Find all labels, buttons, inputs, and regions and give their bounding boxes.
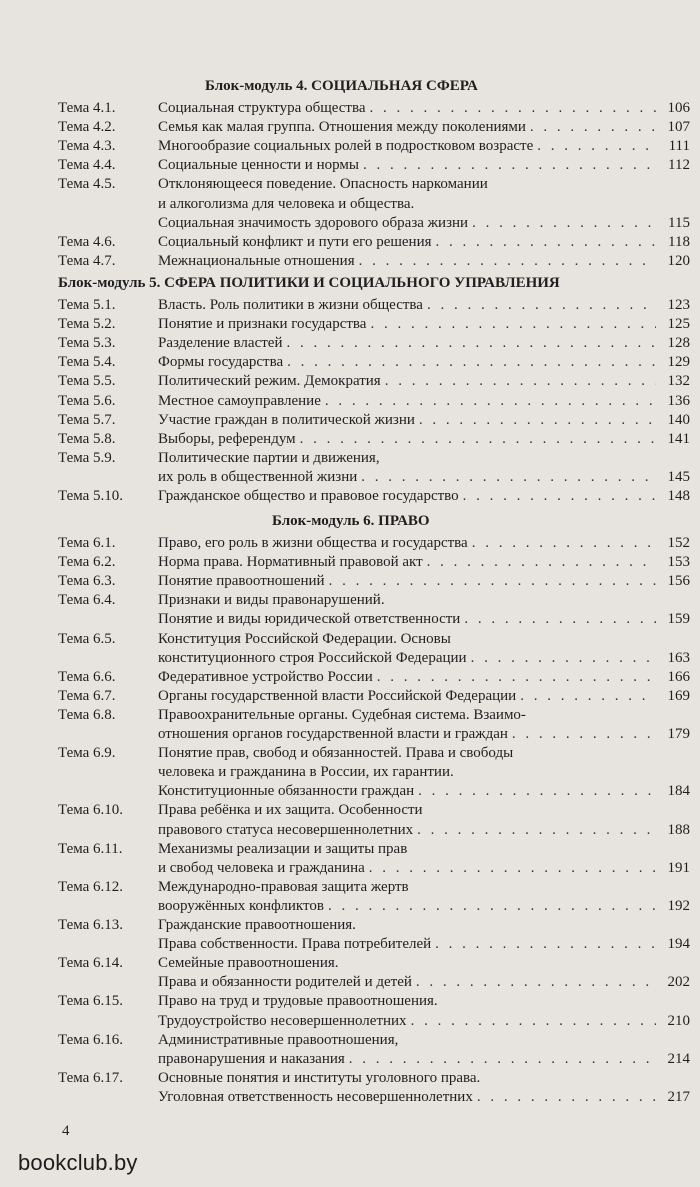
topic-label: Тема 5.8. (58, 430, 116, 447)
topic-title-text: Право, его роль в жизни общества и государства (158, 535, 468, 551)
page-ref: 148 (667, 488, 690, 504)
topic-title-line (158, 99, 690, 118)
topic-label: Тема 4.3. (58, 138, 116, 155)
topic-title-line (158, 859, 690, 878)
topic-label: Тема 6.4. (58, 592, 116, 609)
topic-title-line (158, 430, 690, 449)
topic-label: Тема 5.3. (58, 335, 116, 352)
page-ref: 184 (667, 783, 690, 800)
topic-title-line (158, 553, 690, 572)
dot-leader (296, 430, 656, 449)
topic-title-line (158, 233, 690, 252)
block-header: Блок-модуль 6. ПРАВО (272, 513, 430, 529)
dot-leader (468, 214, 656, 233)
topic-title-text: Социальный конфликт и пути его решения (158, 233, 432, 250)
page-ref: 141 (667, 430, 690, 447)
topic-title-text: их роль в общественной жизни (158, 468, 358, 485)
dot-leader (366, 315, 656, 334)
page-ref: 111 (668, 138, 690, 155)
topic-title-line: Конституция Российской Федерации. Основы (158, 630, 451, 647)
topic-title-line (158, 973, 690, 992)
dot-leader (413, 821, 656, 840)
topic-title-line (158, 821, 690, 840)
dot-leader (467, 649, 656, 668)
topic-title-text: Выборы, референдум (158, 430, 296, 447)
dot-leader (355, 252, 656, 271)
topic-title-line (158, 468, 690, 487)
topic-label: Тема 6.11. (58, 840, 123, 857)
topic-label: Тема 4.6. (58, 233, 116, 250)
topic-title-text: Права и обязанности родителей и детей (158, 974, 412, 991)
topic-title-line (158, 1050, 690, 1069)
topic-title-text: Уголовная ответственность несовершеннолетних (158, 1088, 473, 1105)
page-ref: 159 (667, 611, 690, 628)
topic-title-line: Семейные правоотношения. (158, 955, 339, 972)
topic-title-text: Конституционные обязанности граждан (158, 783, 415, 800)
topic-title-text: правового статуса несовершеннолетних (158, 821, 414, 838)
page-ref: 106 (667, 100, 690, 116)
topic-title-line (158, 353, 690, 372)
topic-title-text: Политический режим. Демократия (158, 373, 381, 390)
dot-leader (365, 859, 656, 878)
dot-leader (508, 725, 656, 744)
topic-label: Тема 5.7. (58, 411, 116, 428)
topic-title-line: Гражданские правоотношения. (158, 917, 356, 933)
topic-label: Тема 6.17. (58, 1069, 124, 1086)
page-ref: 136 (667, 392, 690, 409)
topic-title-line (158, 572, 690, 591)
topic-title-line: Право на труд и трудовые правоотношения. (158, 993, 438, 1010)
topic-label: Тема 5.2. (58, 316, 116, 333)
topic-title-line (158, 334, 690, 353)
dot-leader (414, 782, 656, 801)
topic-title-line (158, 156, 690, 175)
page-ref: 191 (667, 859, 690, 876)
topic-title-line (158, 252, 690, 271)
topic-title-text: вооружённых конфликтов (158, 897, 324, 914)
topic-title-line: и алкоголизма для человека и общества. (158, 195, 415, 212)
topic-label: Тема 4.1. (58, 100, 116, 116)
page-ref: 179 (667, 726, 690, 742)
topic-title-text: Понятие правоотношений (158, 573, 325, 590)
page-ref: 123 (667, 297, 690, 313)
page-ref: 156 (667, 573, 690, 590)
topic-title-line (158, 137, 690, 156)
topic-title-text: Разделение властей (158, 335, 283, 352)
topic-title-text: Социальная структура общества (158, 100, 366, 116)
topic-title-line (158, 782, 690, 801)
dot-leader (412, 973, 656, 992)
page-ref: 210 (667, 1012, 690, 1029)
topic-title-text: конституционного строя Российской Федерации (158, 649, 467, 666)
topic-label: Тема 6.9. (58, 745, 116, 762)
topic-label: Тема 6.16. (58, 1031, 124, 1048)
topic-title-text: Гражданское общество и правовое государство (158, 488, 459, 504)
dot-leader (373, 668, 656, 687)
dot-leader (345, 1050, 656, 1069)
topic-title-line: Основные понятия и институты уголовного права. (158, 1069, 481, 1086)
topic-title-text: Социальные ценности и нормы (158, 157, 359, 174)
topic-title-line (158, 118, 690, 137)
dot-leader (423, 296, 656, 315)
topic-title-line (158, 372, 690, 391)
topic-title-line (158, 1088, 690, 1107)
topic-title-line (158, 1012, 690, 1031)
dot-leader (282, 334, 656, 353)
topic-label: Тема 4.4. (58, 157, 116, 174)
topic-label: Тема 6.6. (58, 668, 116, 685)
topic-title-line: Политические партии и движения, (158, 449, 380, 466)
page-number: 4 (62, 1123, 70, 1139)
topic-label: Тема 5.6. (58, 392, 116, 409)
dot-leader (283, 353, 656, 372)
topic-title-text: Понятие и признаки государства (158, 316, 367, 333)
dot-leader (460, 610, 656, 629)
topic-title-text: Социальная значимость здорового образа жизни (158, 214, 469, 231)
page-ref: 188 (667, 821, 690, 838)
page-ref: 192 (667, 897, 690, 914)
topic-title-line (158, 534, 690, 553)
dot-leader (431, 935, 656, 954)
page-ref: 120 (667, 252, 690, 269)
topic-title-line (158, 897, 690, 916)
topic-title-text: Участие граждан в политической жизни (158, 411, 415, 428)
topic-title-line: Признаки и виды правонарушений. (158, 592, 385, 609)
dot-leader (432, 233, 656, 252)
topic-title-line (158, 610, 690, 629)
topic-title-text: Права собственности. Права потребителей (158, 936, 432, 953)
topic-label: Тема 6.3. (58, 573, 116, 590)
topic-label: Тема 6.13. (58, 917, 124, 933)
topic-title-text: и свобод человека и гражданина (158, 859, 365, 876)
topic-label: Тема 5.10. (58, 488, 124, 504)
page-ref: 132 (667, 373, 690, 390)
topic-label: Тема 4.5. (58, 176, 116, 193)
topic-label: Тема 6.5. (58, 630, 116, 647)
topic-title-line (158, 296, 690, 315)
dot-leader (526, 118, 656, 137)
topic-title-line (158, 315, 690, 334)
topic-title-text: Межнациональные отношения (158, 252, 355, 269)
topic-title-text: Многообразие социальных ролей в подростковом возрасте (158, 138, 534, 155)
dot-leader (321, 392, 656, 411)
dot-leader (415, 411, 656, 430)
topic-title-line: Правоохранительные органы. Судебная система. Взаимо- (158, 706, 526, 723)
topic-label: Тема 6.7. (58, 687, 116, 704)
topic-title-line: Механизмы реализации и защиты прав (158, 840, 408, 857)
topic-title-line: Понятие прав, свобод и обязанностей. Права и свободы (158, 745, 514, 762)
page-ref: 128 (667, 335, 690, 352)
topic-title-text: Органы государственной власти Российской Федерации (158, 687, 517, 704)
dot-leader (324, 897, 656, 916)
page-ref: 145 (667, 468, 690, 485)
topic-title-line: человека и гражданина в России, их гарантии. (158, 764, 454, 781)
dot-leader (516, 687, 656, 706)
topic-title-text: Федеративное устройство России (158, 668, 373, 685)
dot-leader (359, 156, 656, 175)
dot-leader (366, 99, 656, 118)
dot-leader (357, 468, 656, 487)
page-ref: 217 (667, 1088, 690, 1105)
topic-title-line (158, 687, 690, 706)
page-ref: 118 (668, 233, 690, 250)
topic-label: Тема 6.14. (58, 955, 124, 972)
topic-title-line (158, 725, 690, 744)
topic-label: Тема 5.4. (58, 354, 116, 371)
topic-title-line: Международно-правовая защита жертв (158, 878, 409, 895)
topic-label: Тема 6.8. (58, 706, 116, 723)
topic-title-line (158, 668, 690, 687)
dot-leader (459, 487, 656, 506)
topic-title-text: правонарушения и наказания (158, 1050, 345, 1067)
topic-title-line (158, 487, 690, 506)
topic-label: Тема 6.10. (58, 802, 124, 819)
block-header: Блок-модуль 4. СОЦИАЛЬНАЯ СФЕРА (205, 78, 478, 94)
topic-label: Тема 4.2. (58, 119, 116, 136)
block-header: Блок-модуль 5. СФЕРА ПОЛИТИКИ И СОЦИАЛЬНОГО УПРАВЛЕНИЯ (58, 275, 560, 291)
dot-leader (407, 1012, 656, 1031)
dot-leader (423, 553, 656, 572)
dot-leader (468, 534, 656, 553)
topic-title-text: отношения органов государственной власти и граждан (158, 726, 508, 742)
page-ref: 169 (667, 687, 690, 704)
topic-title-line: Административные правоотношения, (158, 1031, 399, 1048)
topic-title-line (158, 935, 690, 954)
topic-title-line (158, 392, 690, 411)
topic-title-line: Права ребёнка и их защита. Особенности (158, 802, 423, 819)
page-ref: 194 (667, 936, 690, 953)
page-ref: 152 (667, 535, 690, 551)
topic-label: Тема 6.15. (58, 993, 124, 1010)
topic-title-line (158, 214, 690, 233)
page-ref: 140 (667, 411, 690, 428)
topic-title-text: Формы государства (158, 354, 284, 371)
page-ref: 107 (667, 119, 690, 136)
topic-title-text: Власть. Роль политики в жизни общества (158, 297, 423, 313)
topic-label: Тема 6.2. (58, 554, 116, 571)
topic-title-text: Семья как малая группа. Отношения между поколениями (158, 119, 526, 136)
topic-label: Тема 6.1. (58, 535, 116, 551)
topic-title-text: Норма права. Нормативный правовой акт (158, 554, 423, 571)
dot-leader (533, 137, 656, 156)
topic-title-text: Местное самоуправление (158, 392, 321, 409)
dot-leader (325, 572, 656, 591)
topic-title-line (158, 411, 690, 430)
page-ref: 125 (667, 316, 690, 333)
topic-label: Тема 4.7. (58, 252, 116, 269)
topic-title-text: Понятие и виды юридической ответственности (158, 611, 461, 628)
topic-title-line: Отклоняющееся поведение. Опасность наркомании (158, 176, 488, 193)
topic-label: Тема 5.9. (58, 449, 116, 466)
page-ref: 202 (667, 974, 690, 991)
page-ref: 129 (667, 354, 690, 371)
topic-title-line (158, 649, 690, 668)
topic-title-text: Трудоустройство несовершеннолетних (158, 1012, 407, 1029)
page-ref: 163 (667, 649, 690, 666)
topic-label: Тема 5.1. (58, 297, 116, 313)
page-ref: 214 (667, 1050, 690, 1067)
page-ref: 112 (668, 157, 690, 174)
page-ref: 166 (667, 668, 690, 685)
watermark: bookclub.by (18, 1150, 138, 1175)
dot-leader (381, 372, 656, 391)
dot-leader (473, 1088, 656, 1107)
page-ref: 153 (667, 554, 690, 571)
topic-label: Тема 5.5. (58, 373, 116, 390)
page-ref: 115 (668, 214, 690, 231)
topic-label: Тема 6.12. (58, 878, 124, 895)
